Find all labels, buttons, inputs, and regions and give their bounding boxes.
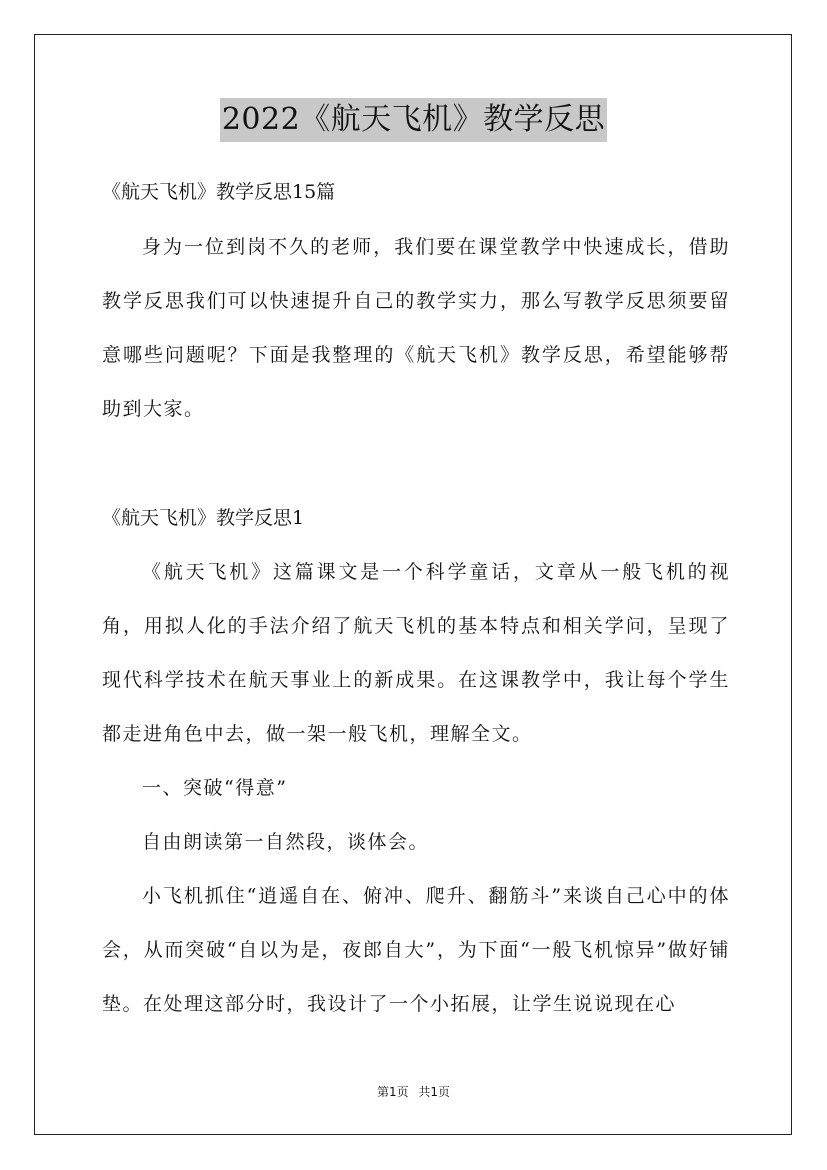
- section-paragraph-3: 小飞机抓住“逍遥自在、俯冲、爬升、翻筋斗”来谈自己心中的体会，从而突破“自以为是，夜郎自大”，为下面“一般飞机惊异”做好铺垫。在处理这部分时，我设计了一个小拓展，让学生说说现在心: [102, 885, 730, 1015]
- page-current: 第1页: [376, 1085, 409, 1099]
- page-footer: [0, 1083, 827, 1100]
- intro-paragraph: 身为一位到岗不久的老师，我们要在课堂教学中快速成长，借助教学反思我们可以快速提升自己的教学实力，那么写教学反思须要留意哪些问题呢？下面是我整理的《航天飞机》教学反思，希望能够帮助到大家。: [102, 236, 730, 420]
- subheading-1: 一、突破“得意”: [142, 777, 288, 799]
- page-total: 共1页: [418, 1085, 451, 1099]
- section-paragraph-2: 自由朗读第一自然段，谈体会。: [142, 831, 430, 853]
- collection-heading: 《航天飞机》教学反思15篇: [102, 181, 336, 203]
- document-title: 2022《航天飞机》教学反思: [220, 98, 607, 142]
- title-wrap: [0, 98, 827, 142]
- section-paragraph-1: 《航天飞机》这篇课文是一个科学童话，文章从一般飞机的视角，用拟人化的手法介绍了航天飞机的基本特点和相关学问，呈现了现代科学技术在航天事业上的新成果。在这课教学中，我让每个学生都走进角色中去，做一架一般飞机，理解全文。: [102, 561, 730, 745]
- section-heading: 《航天飞机》教学反思1: [102, 507, 305, 529]
